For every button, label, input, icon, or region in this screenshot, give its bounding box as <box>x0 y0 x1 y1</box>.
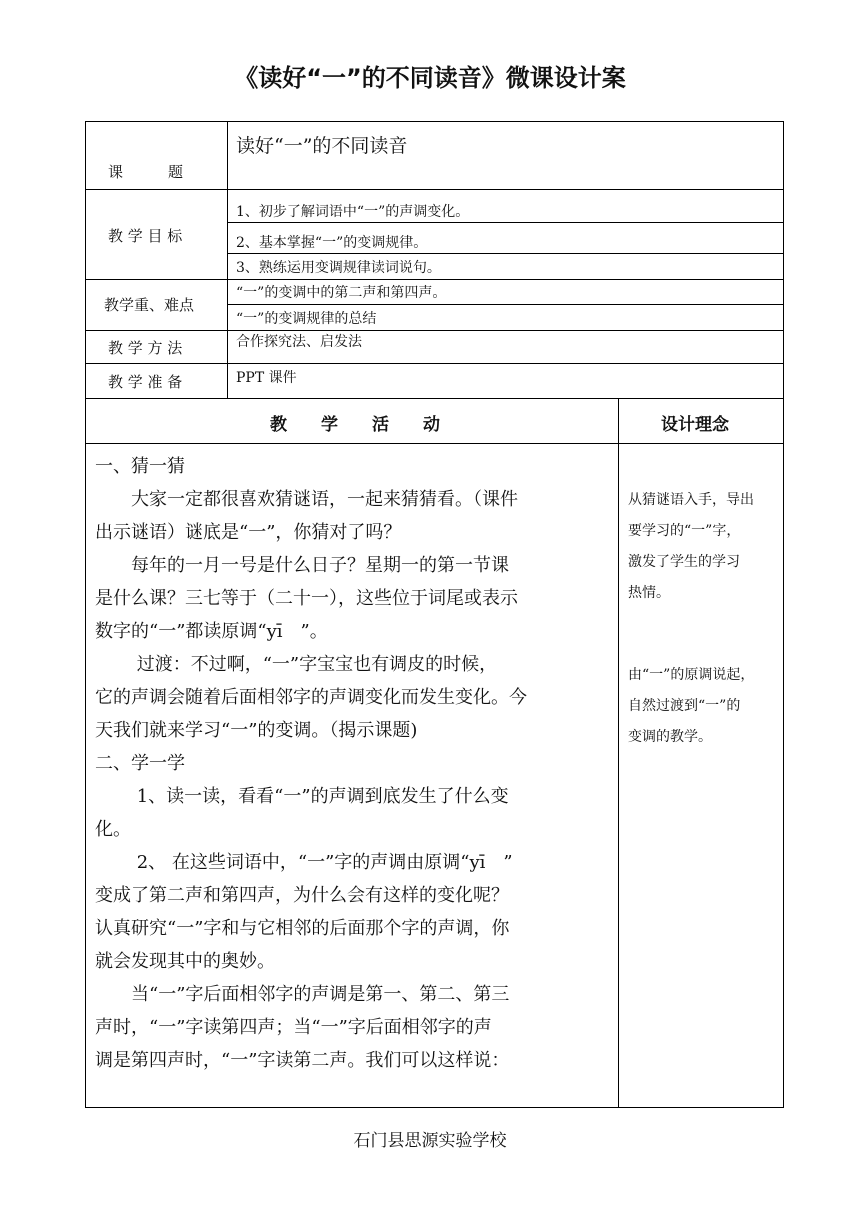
method-label: 教 学 方 法 <box>108 339 183 357</box>
grid-line <box>227 253 784 254</box>
activity-line: 二、学一学 <box>95 753 185 774</box>
key-point: “一”的变调规律的总结 <box>236 311 377 327</box>
activity-line: 化。 <box>95 819 131 840</box>
note-line: 自然过渡到“一”的 <box>628 698 741 714</box>
grid-line <box>227 304 784 305</box>
activity-line: 天我们就来学习“一”的变调。（揭示课题) <box>95 720 418 741</box>
goal-item: 3、熟练运用变调规律读词说句。 <box>236 260 441 276</box>
key-label: 教学重、难点 <box>104 296 195 314</box>
note-line: 要学习的“一”字， <box>628 523 741 539</box>
activity-line: 数字的“一”都读原调“yī ”。 <box>95 621 328 642</box>
activity-line: 变成了第二声和第四声，为什么会有这样的变化呢？ <box>95 885 509 906</box>
activity-line: 认真研究“一”字和与它相邻的后面那个字的声调，你 <box>95 918 510 939</box>
grid-line <box>85 398 784 399</box>
activity-line: 出示谜语）谜底是“一”，你猜对了吗？ <box>95 522 402 543</box>
activity-line: 就会发现其中的奥妙。 <box>95 951 275 972</box>
prep-label: 教 学 准 备 <box>108 373 183 391</box>
activity-line: 每年的一月一号是什么日子？星期一的第一节课 <box>95 555 509 576</box>
note-line: 由“一”的原调说起， <box>628 667 755 683</box>
activity-line: 调是第四声时，“一”字读第二声。我们可以这样说： <box>95 1050 510 1071</box>
activity-body <box>95 450 615 1077</box>
note-line: 从猜谜语入手，导出 <box>628 492 754 508</box>
activity-line: 过渡：不过啊，“一”字宝宝也有调皮的时候， <box>95 654 498 675</box>
goal-item: 1、初步了解词语中“一”的声调变化。 <box>236 204 470 220</box>
activity-line: 它的声调会随着后面相邻字的声调变化而发生变化。今 <box>95 687 527 708</box>
footer-school: 石门县思源实验学校 <box>353 1131 507 1151</box>
topic-label: 课 题 <box>108 163 184 181</box>
grid-line <box>227 121 228 398</box>
activity-line: 1、读一读，看看“一”的声调到底发生了什么变 <box>95 786 509 807</box>
key-point: “一”的变调中的第二声和第四声。 <box>236 285 447 301</box>
design-note <box>628 660 778 753</box>
grid-line <box>85 279 784 280</box>
grid-line <box>85 363 784 364</box>
grid-line <box>227 222 784 223</box>
activity-line: 当“一”字后面相邻字的声调是第一、第二、第三 <box>95 984 510 1005</box>
grid-line <box>85 443 784 444</box>
design-header: 设计理念 <box>661 415 729 435</box>
design-note <box>628 485 778 609</box>
grid-line <box>85 330 784 331</box>
note-line: 变调的教学。 <box>628 729 712 745</box>
grid-line <box>618 398 619 1108</box>
note-line: 热情。 <box>628 585 670 601</box>
prep-value: PPT 课件 <box>236 370 297 386</box>
activity-line: 大家一定都很喜欢猜谜语，一起来猜猜看。（课件 <box>95 489 518 510</box>
goal-item: 2、基本掌握“一”的变调规律。 <box>236 235 428 251</box>
topic-value: 读好“一”的不同读音 <box>236 135 408 157</box>
grid-line <box>85 189 784 190</box>
activity-line: 是什么课？三七等于（二十一），这些位于词尾或表示 <box>95 588 518 609</box>
activity-line: 2、 在这些词语中，“一”字的声调由原调“yī ” <box>95 852 513 873</box>
goals-label: 教 学 目 标 <box>108 227 183 245</box>
note-line: 激发了学生的学习 <box>628 554 740 570</box>
doc-title: 《读好“一”的不同读音》微课设计案 <box>234 64 626 92</box>
activity-line: 声时，“一”字读第四声；当“一”字后面相邻字的声 <box>95 1017 492 1038</box>
activity-line: 一、猜一猜 <box>95 456 185 477</box>
method-value: 合作探究法、启发法 <box>236 334 362 350</box>
activity-header: 教 学 活 动 <box>270 415 440 435</box>
